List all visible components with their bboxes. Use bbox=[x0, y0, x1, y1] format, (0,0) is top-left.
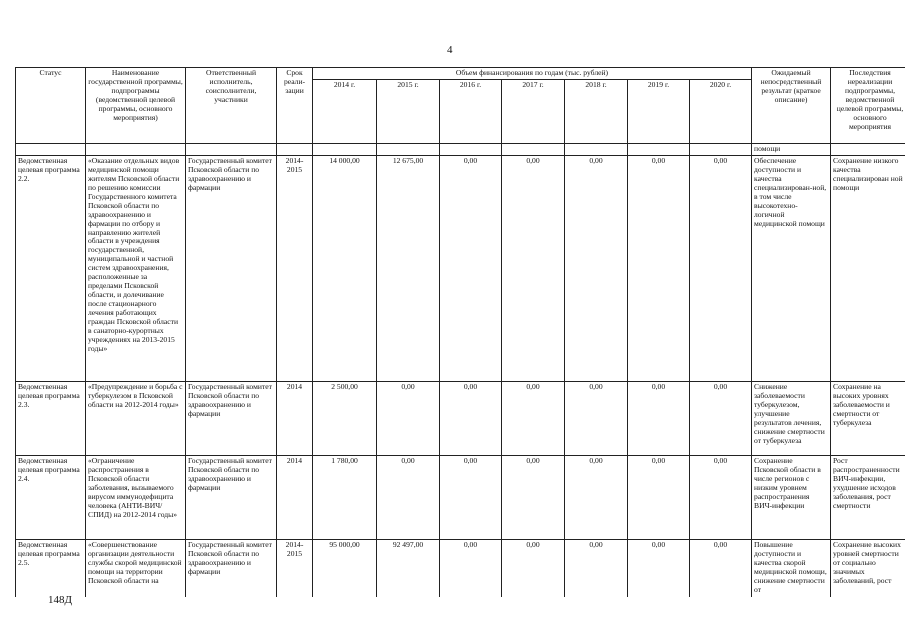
row-term: 2014 bbox=[277, 381, 313, 455]
row-value: 0,00 bbox=[690, 155, 752, 381]
row-value: 0,00 bbox=[690, 455, 752, 539]
row-term: 2014-2015 bbox=[277, 155, 313, 381]
table-row bbox=[16, 455, 905, 539]
header-year: 2019 г. bbox=[628, 79, 690, 143]
row-value: 0,00 bbox=[565, 381, 628, 455]
header-expected: Ожидаемый непосредственный результат (краткое описание) bbox=[752, 68, 831, 144]
header-funding: Объем финансирования по годам (тыс. рублей) bbox=[313, 68, 752, 80]
row-expected: Снижение заболеваемости туберкулезом, улучшение результатов лечения, снижение смертности от туберкулеза bbox=[752, 381, 831, 455]
funding-table bbox=[15, 67, 905, 597]
row-responsible: Государственный комитет Псковской области по здравоохранению и фармации bbox=[186, 155, 277, 381]
header-year: 2018 г. bbox=[565, 79, 628, 143]
header-year: 2017 г. bbox=[502, 79, 565, 143]
row-value: 0,00 bbox=[690, 381, 752, 455]
row-consequences: Сохранение на высоких уровнях заболеваемости и смертности от туберкулеза bbox=[831, 381, 905, 455]
row-value: 0,00 bbox=[502, 155, 565, 381]
header-year: 2020 г. bbox=[690, 79, 752, 143]
row-value: 2 500,00 bbox=[313, 381, 377, 455]
row-value: 0,00 bbox=[628, 381, 690, 455]
row-responsible: Государственный комитет Псковской области по здравоохранению и фармации bbox=[186, 381, 277, 455]
table-row bbox=[16, 539, 905, 597]
row-value: 12 675,00 bbox=[377, 155, 440, 381]
row-value: 0,00 bbox=[565, 455, 628, 539]
row-value: 0,00 bbox=[565, 155, 628, 381]
row-name: «Совершенствование организации деятельности службы скорой медицинской помощи на территории Псковской области на bbox=[86, 539, 186, 597]
row-responsible: Государственный комитет Псковской области по здравоохранению и фармации bbox=[186, 539, 277, 597]
row-value: 14 000,00 bbox=[313, 155, 377, 381]
row-responsible: Государственный комитет Псковской области по здравоохранению и фармации bbox=[186, 455, 277, 539]
row-status: Ведомственная целевая программа 2.3. bbox=[16, 381, 86, 455]
row-status: Ведомственная целевая программа 2.4. bbox=[16, 455, 86, 539]
header-status: Статус bbox=[16, 68, 86, 144]
row-expected: Обеспечение доступности и качества специализирован-ной, в том числе высокотехно-логичной медицинской помощи bbox=[752, 155, 831, 381]
row-value: 0,00 bbox=[440, 455, 502, 539]
header-term: Срок реали-зации bbox=[277, 68, 313, 144]
header-name: Наименование государственной программы, подпрограммы (ведомственной целевой программы, основного мероприятия) bbox=[86, 68, 186, 144]
row-name: «Предупреждение и борьба с туберкулезом в Псковской области на 2012-2014 годы» bbox=[86, 381, 186, 455]
row-value: 0,00 bbox=[565, 539, 628, 597]
row-value: 0,00 bbox=[440, 155, 502, 381]
row-value: 0,00 bbox=[377, 455, 440, 539]
row-value: 0,00 bbox=[690, 539, 752, 597]
page-number: 4 bbox=[447, 44, 453, 56]
header-year: 2014 г. bbox=[313, 79, 377, 143]
row-value: 0,00 bbox=[440, 539, 502, 597]
row-value: 0,00 bbox=[440, 381, 502, 455]
row-name: «Ограничение распространения в Псковской области заболевания, вызываемого вирусом иммунодефицита человека (АНТИ-ВИЧ/СПИД) на 2012-2014 годы» bbox=[86, 455, 186, 539]
row-value: 0,00 bbox=[628, 155, 690, 381]
table-row bbox=[16, 381, 905, 455]
row-value: 0,00 bbox=[502, 381, 565, 455]
continuation-expected: помощи bbox=[752, 143, 831, 155]
row-status: Ведомственная целевая программа 2.5. bbox=[16, 539, 86, 597]
row-consequences: Сохранение высоких уровней смертности от социально значимых заболеваний, рост bbox=[831, 539, 905, 597]
row-status: Ведомственная целевая программа 2.2. bbox=[16, 155, 86, 381]
row-expected: Сохранение Псковской области в числе регионов с низким уровнем распространения ВИЧ-инфекции bbox=[752, 455, 831, 539]
row-value: 95 000,00 bbox=[313, 539, 377, 597]
header-year: 2015 г. bbox=[377, 79, 440, 143]
row-value: 0,00 bbox=[377, 381, 440, 455]
row-expected: Повышение доступности и качества скорой медицинской помощи, снижение смертности от bbox=[752, 539, 831, 597]
row-value: 0,00 bbox=[502, 539, 565, 597]
row-name: «Оказание отдельных видов медицинской помощи жителям Псковской области по решению комиссии Государственного комитета Псковской области по здравоохранению и фармации по отбору и направлению жителей области в учреждения государственной, муниципальной и частной систем здравоохранения, расположенные за пределами Псковской области, и долечивание после стационарного лечения работающих граждан Псковской области в санаторно-курортных учреждениях на 2013-2015 годы» bbox=[86, 155, 186, 381]
row-consequences: Рост распространенности ВИЧ-инфекции, ухудшение исходов заболевания, рост смертности bbox=[831, 455, 905, 539]
row-value: 0,00 bbox=[502, 455, 565, 539]
header-year: 2016 г. bbox=[440, 79, 502, 143]
row-term: 2014 bbox=[277, 455, 313, 539]
header-consequences: Последствия нереализации подпрограммы, ведомственной целевой программы, основного мероприятия bbox=[831, 68, 905, 144]
header-responsible: Ответственный исполнитель, соисполнители, участники bbox=[186, 68, 277, 144]
continuation-row bbox=[16, 143, 905, 155]
row-term: 2014-2015 bbox=[277, 539, 313, 597]
row-value: 0,00 bbox=[628, 455, 690, 539]
footer-code: 148Д bbox=[48, 594, 73, 606]
row-value: 1 780,00 bbox=[313, 455, 377, 539]
table-row bbox=[16, 155, 905, 381]
row-value: 92 497,00 bbox=[377, 539, 440, 597]
row-consequences: Сохранение низкого качества специализирован ной помощи bbox=[831, 155, 905, 381]
row-value: 0,00 bbox=[628, 539, 690, 597]
